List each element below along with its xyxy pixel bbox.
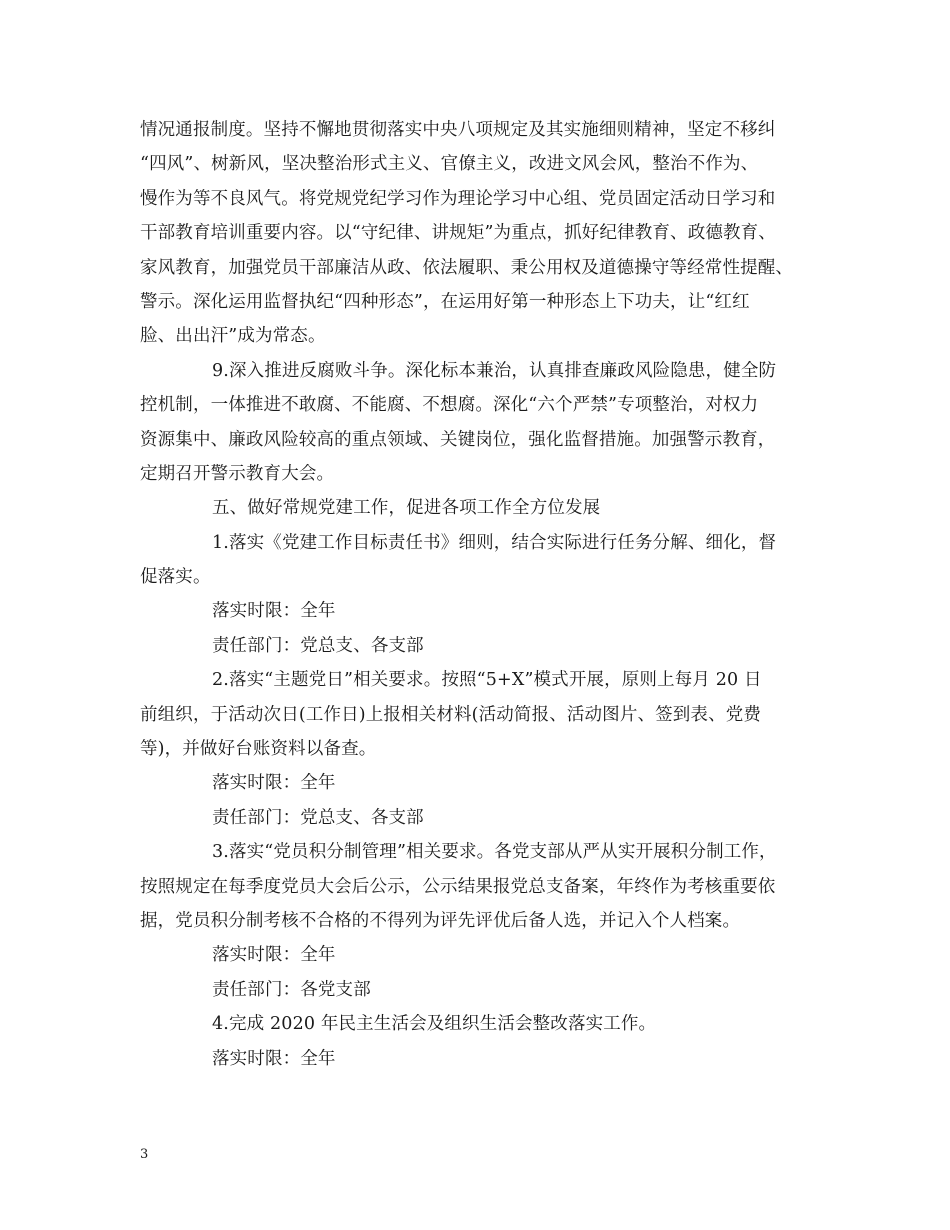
text-line: 家风教育，加强党员干部廉洁从政、依法履职、秉公用权及道德操守等经常性提醒、	[140, 257, 794, 278]
text-line: 前组织，于活动次日(工作日)上报相关材料(活动简报、活动图片、签到表、党费	[140, 704, 762, 725]
text-line: 责任部门：党总支、各支部	[212, 807, 424, 828]
text-line: 警示。深化运用监督执纪“四种形态”，在运用好第一种形态上下功夫，让“红红	[140, 291, 750, 312]
text-line: 2.落实“主题党日”相关要求。按照“5+X”模式开展，原则上每月 20 日	[212, 670, 762, 691]
text-line: 脸、出出汗”成为常态。	[140, 326, 326, 347]
text-line: 干部教育培训重要内容。以“守纪律、讲规矩”为重点，抓好纪律教育、政德教育、	[140, 223, 776, 244]
document-body	[140, 113, 816, 1076]
text-line: 落实时限：全年	[212, 773, 336, 794]
text-line: 落实时限：全年	[212, 1048, 336, 1069]
text-line: 责任部门：党总支、各支部	[212, 635, 424, 656]
text-line: 五、做好常规党建工作，促进各项工作全方位发展	[212, 498, 601, 519]
text-line: 4.完成 2020 年民主生活会及组织生活会整改落实工作。	[212, 1014, 657, 1035]
text-line: 责任部门：各党支部	[212, 979, 371, 1000]
text-line: 慢作为等不良风气。将党规党纪学习作为理论学习中心组、党员固定活动日学习和	[140, 188, 776, 209]
text-line: 1.落实《党建工作目标责任书》细则，结合实际进行任务分解、细化，督	[212, 532, 777, 553]
text-line: 9.深入推进反腐败斗争。深化标本兼治，认真排查廉政风险隐患，健全防	[212, 360, 777, 381]
text-line: 定期召开警示教育大会。	[140, 463, 335, 484]
text-line: 按照规定在每季度党员大会后公示，公示结果报党总支备案，年终作为考核重要依	[140, 876, 776, 897]
page-number: 3	[140, 1147, 149, 1162]
text-line: 落实时限：全年	[212, 945, 336, 966]
text-line: 据，党员积分制考核不合格的不得列为评先评优后备人选，并记入个人档案。	[140, 910, 741, 931]
text-line: 情况通报制度。坚持不懈地贯彻落实中央八项规定及其实施细则精神，坚定不移纠	[140, 120, 776, 140]
text-line: 控机制，一体推进不敢腐、不能腐、不想腐。深化“六个严禁”专项整治，对权力	[140, 395, 759, 416]
text-line: 落实时限：全年	[212, 601, 336, 622]
text-line: 促落实。	[140, 567, 211, 588]
text-line: 等)，并做好台账资料以备查。	[140, 739, 377, 760]
text-line: 3.落实“党员积分制管理”相关要求。各党支部从严从实开展积分制工作，	[212, 842, 777, 863]
text-line: “四风”、树新风，坚决整治形式主义、官僚主义，改进文风会风，整治不作为、	[140, 154, 759, 175]
text-line: 资源集中、廉政风险较高的重点领域、关键岗位，强化监督措施。加强警示教育，	[140, 429, 776, 450]
